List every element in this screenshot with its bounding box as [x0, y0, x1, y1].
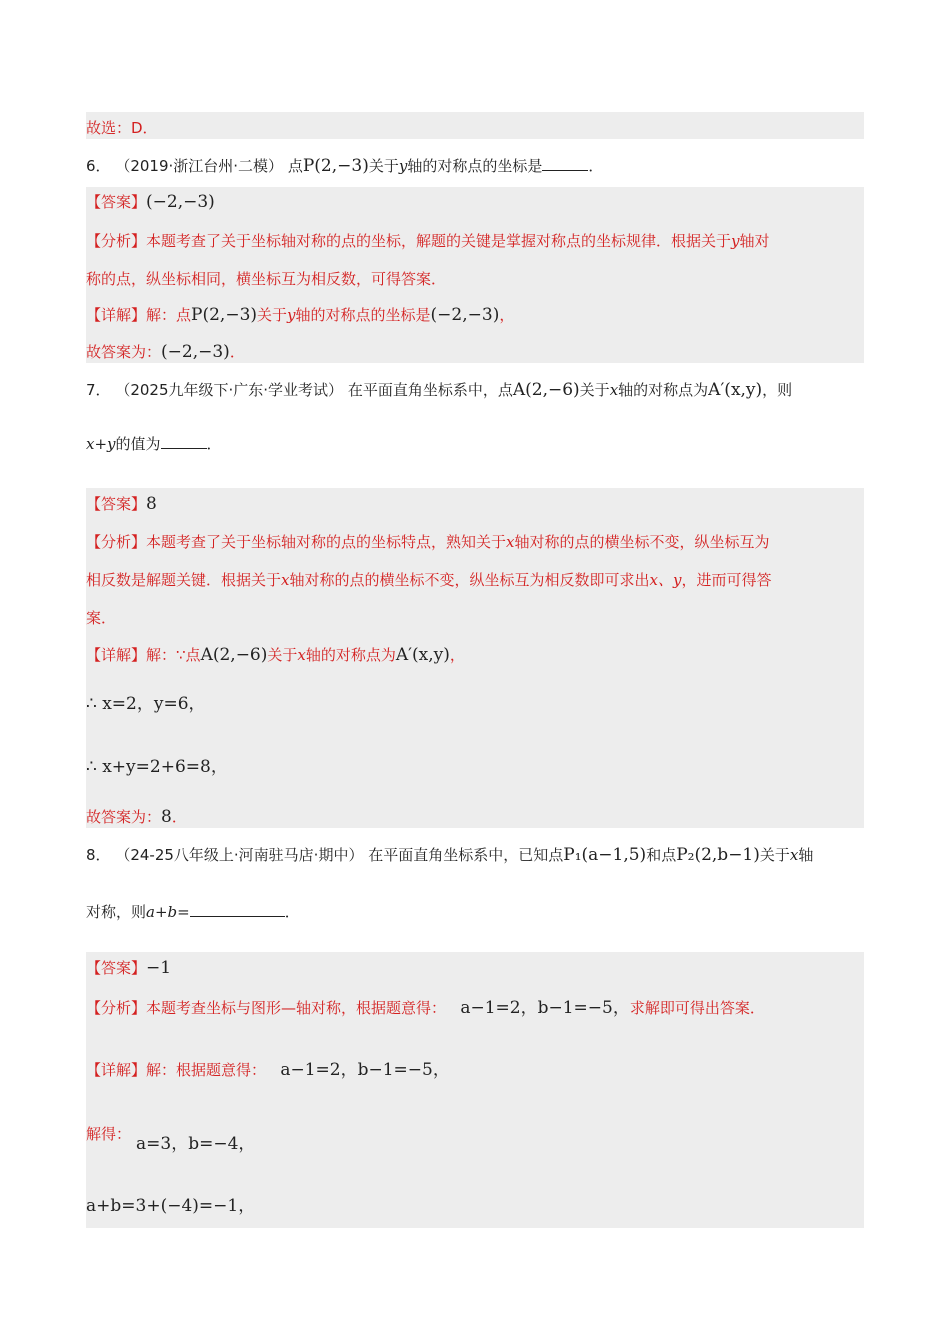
q6-detail: 【详解】解：点P(2,−3)关于y轴的对称点的坐标是(−2,−3)， — [86, 305, 515, 325]
question-source: （24-25八年级上·河南驻马店·期中） — [115, 846, 364, 864]
answer-block-q8 — [86, 952, 864, 1228]
q7-detail: 【详解】解：∵点A(2,−6)关于x轴的对称点为A′(x,y)， — [86, 645, 465, 665]
q7-answer: 【答案】8 — [86, 494, 157, 514]
question-number: 6． — [86, 157, 111, 175]
q6-answer: 【答案】(−2,−3) — [86, 192, 215, 212]
q8-solve-label: 解得： — [86, 1125, 132, 1143]
q7-step2: ∴ x+y=2+6=8， — [86, 757, 228, 777]
analysis-label: 【分析】 — [86, 999, 147, 1017]
detail-label: 【详解】 — [86, 306, 147, 324]
question-8-line2: 对称，则a+b= ． — [86, 903, 300, 921]
answer-label: 【答案】 — [86, 959, 147, 977]
question-source: （2025九年级下·广东·学业考试） — [115, 381, 344, 399]
question-8-line1: 8． （24-25八年级上·河南驻马店·期中） 在平面直角坐标系中，已知点P₁(a−1,5)和点P₂(2,b−1)关于x轴 — [86, 845, 814, 865]
question-7-line2: x+y的值为 ． — [86, 435, 222, 453]
q8-answer: 【答案】−1 — [86, 958, 172, 978]
q8-analysis: 【分析】本题考查坐标与图形—轴对称，根据题意得： a−1=2，b−1=−5，求解即可得出答案． — [86, 998, 765, 1018]
answer-label: 【答案】 — [86, 495, 147, 513]
answer-blank — [161, 434, 207, 449]
q8-detail: 【详解】解：根据题意得： a−1=2，b−1=−5， — [86, 1060, 450, 1080]
q7-analysis-line3: 案． — [86, 609, 117, 627]
detail-label: 【详解】 — [86, 646, 147, 664]
q7-analysis-line2: 相反数是解题关键．根据关于x轴对称的点的横坐标不变，纵坐标互为相反数即可求出x、y，进而可得答 — [86, 571, 772, 589]
q7-analysis-line1: 【分析】本题考查了关于坐标轴对称的点的坐标特点，熟知关于x轴对称的点的横坐标不变，纵坐标互为 — [86, 533, 770, 551]
analysis-label: 【分析】 — [86, 232, 147, 250]
answer-label: 【答案】 — [86, 193, 147, 211]
q6-analysis-line1: 【分析】本题考查了关于坐标轴对称的点的坐标，解题的关键是掌握对称点的坐标规律．根据关于y轴对 — [86, 232, 770, 250]
q8-solve: a=3，b=−4， — [136, 1134, 256, 1154]
q6-final: 故答案为：(−2,−3)． — [86, 342, 245, 362]
detail-label: 【详解】 — [86, 1061, 147, 1079]
answer-blank — [190, 902, 285, 917]
q8-sum: a+b=3+(−4)=−1， — [86, 1196, 256, 1216]
question-number: 8． — [86, 846, 111, 864]
question-6: 6． （2019·浙江台州·二模） 点P(2,−3)关于y轴的对称点的坐标是 ． — [86, 156, 604, 176]
analysis-label: 【分析】 — [86, 533, 147, 551]
q7-step1: ∴ x=2，y=6， — [86, 694, 206, 714]
question-source: （2019·浙江台州·二模） — [115, 157, 284, 175]
answer-block-prev — [86, 112, 864, 139]
q6-analysis-line2: 称的点，纵坐标相同，横坐标互为相反数，可得答案． — [86, 270, 447, 288]
answer-blank — [542, 156, 588, 171]
question-number: 7． — [86, 381, 111, 399]
prev-conclusion: 故选：D． — [86, 119, 158, 137]
q7-final: 故答案为：8． — [86, 807, 187, 827]
question-7-line1: 7． （2025九年级下·广东·学业考试） 在平面直角坐标系中，点A(2,−6)关于x轴的对称点为A′(x,y)，则 — [86, 380, 793, 400]
